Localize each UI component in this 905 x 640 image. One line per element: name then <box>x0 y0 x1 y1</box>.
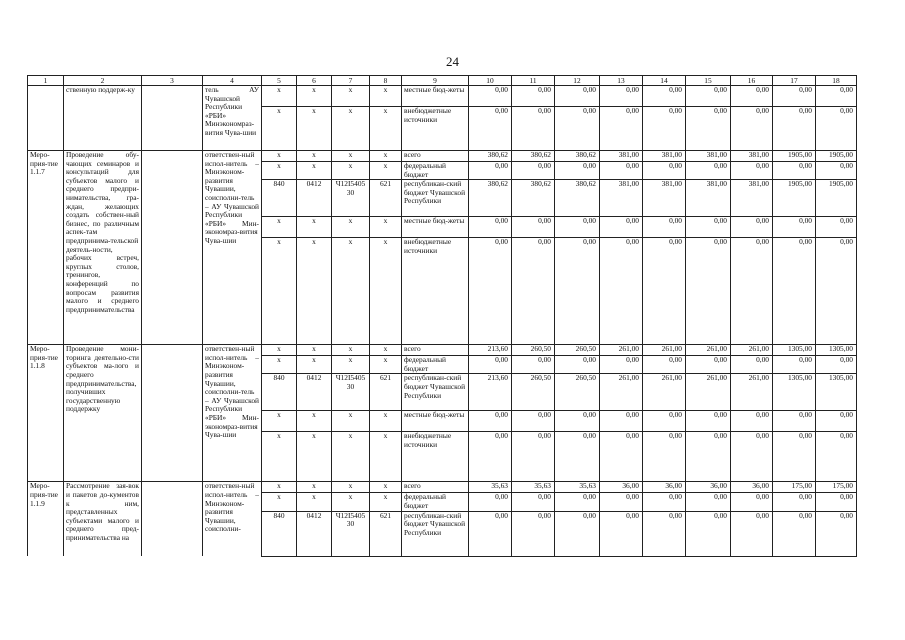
value-cell: 0,00 <box>600 493 643 511</box>
value-cell: 0,00 <box>816 511 857 556</box>
column-number: 4 <box>203 76 262 86</box>
responsible-executor: ответствен-ный испол-нитель – Минэконом-развития Чувашии, соисполни-тель – АУ Чувашской Республики «РБИ» Мин-экономраз-вития Чува-шии <box>203 345 262 482</box>
funding-source: всего <box>402 482 469 493</box>
participant <box>142 86 203 151</box>
funding-source: местные бюд-жеты <box>402 86 469 107</box>
funding-source: местные бюд-жеты <box>402 411 469 432</box>
measure-label <box>28 86 64 151</box>
value-cell: 381,00 <box>686 180 731 217</box>
value-cell: 35,63 <box>512 482 555 493</box>
funding-source: внебюджетные источники <box>402 432 469 482</box>
value-cell: 261,00 <box>686 374 731 411</box>
value-cell: 0,00 <box>600 107 643 151</box>
funding-source: республикан-ский бюджет Чувашской Республики <box>402 511 469 556</box>
code-cell: x <box>297 151 332 162</box>
code-cell: x <box>297 86 332 107</box>
value-cell: 0,00 <box>686 411 731 432</box>
value-cell: 213,60 <box>469 345 512 356</box>
value-cell: 381,00 <box>643 151 686 162</box>
table-row <box>28 86 857 107</box>
value-cell: 380,62 <box>512 180 555 217</box>
value-cell: 175,00 <box>773 482 816 493</box>
funding-source: всего <box>402 151 469 162</box>
code-cell: x <box>297 217 332 238</box>
value-cell: 0,00 <box>643 107 686 151</box>
code-cell: 840 <box>262 374 297 411</box>
value-cell: 0,00 <box>686 511 731 556</box>
code-cell: x <box>262 482 297 493</box>
value-cell: 261,00 <box>731 345 773 356</box>
code-cell: x <box>332 162 370 180</box>
value-cell: 36,00 <box>686 482 731 493</box>
funding-source: всего <box>402 345 469 356</box>
value-cell: 0,00 <box>816 432 857 482</box>
value-cell: 0,00 <box>512 511 555 556</box>
table-row <box>28 151 857 162</box>
value-cell: 0,00 <box>555 86 600 107</box>
code-cell: x <box>332 432 370 482</box>
value-cell: 0,00 <box>816 493 857 511</box>
code-cell: x <box>262 162 297 180</box>
code-cell: Ч12I5405 30 <box>332 374 370 411</box>
code-cell: x <box>297 411 332 432</box>
column-number: 2 <box>64 76 142 86</box>
value-cell: 0,00 <box>731 493 773 511</box>
value-cell: 0,00 <box>469 356 512 374</box>
value-cell: 0,00 <box>469 493 512 511</box>
value-cell: 0,00 <box>731 217 773 238</box>
code-cell: x <box>332 411 370 432</box>
code-cell: Ч12I5405 30 <box>332 511 370 556</box>
code-cell: x <box>370 107 402 151</box>
value-cell: 36,00 <box>600 482 643 493</box>
code-cell: x <box>262 345 297 356</box>
value-cell: 261,00 <box>600 374 643 411</box>
value-cell: 0,00 <box>731 162 773 180</box>
value-cell: 261,00 <box>731 374 773 411</box>
value-cell: 0,00 <box>686 217 731 238</box>
column-number: 7 <box>332 76 370 86</box>
table-row <box>28 482 857 493</box>
code-cell: x <box>370 345 402 356</box>
value-cell: 0,00 <box>469 162 512 180</box>
value-cell: 0,00 <box>600 411 643 432</box>
code-cell: x <box>370 217 402 238</box>
value-cell: 0,00 <box>555 162 600 180</box>
column-number: 8 <box>370 76 402 86</box>
value-cell: 0,00 <box>512 86 555 107</box>
value-cell: 381,00 <box>600 151 643 162</box>
code-cell: x <box>262 217 297 238</box>
code-cell: x <box>297 356 332 374</box>
code-cell: x <box>370 162 402 180</box>
value-cell: 260,50 <box>555 374 600 411</box>
responsible-executor: ответствен-ный испол-нитель – Минэконом-развития Чувашии, соисполни-тель – АУ Чувашской Республики «РБИ» Мин-экономраз-вития Чува-шии <box>203 151 262 345</box>
value-cell: 261,00 <box>686 345 731 356</box>
code-cell: x <box>262 238 297 345</box>
code-cell: x <box>297 482 332 493</box>
column-number: 1 <box>28 76 64 86</box>
funding-source: республикан-ский бюджет Чувашской Республики <box>402 180 469 217</box>
value-cell: 0,00 <box>555 493 600 511</box>
value-cell: 261,00 <box>600 345 643 356</box>
measure-name: Проведение мони-торинга деятельно-сти субъектов ма-лого и среднего предпринимательства, получивших государственную поддержку <box>64 345 142 482</box>
code-cell: x <box>262 151 297 162</box>
value-cell: 0,00 <box>555 511 600 556</box>
code-cell: x <box>370 411 402 432</box>
value-cell: 0,00 <box>773 162 816 180</box>
code-cell: x <box>297 432 332 482</box>
column-number: 6 <box>297 76 332 86</box>
value-cell: 0,00 <box>469 238 512 345</box>
value-cell: 0,00 <box>512 107 555 151</box>
value-cell: 1305,00 <box>816 345 857 356</box>
participant <box>142 151 203 345</box>
value-cell: 0,00 <box>600 217 643 238</box>
value-cell: 0,00 <box>773 107 816 151</box>
code-cell: x <box>262 432 297 482</box>
value-cell: 0,00 <box>512 238 555 345</box>
column-number: 12 <box>555 76 600 86</box>
code-cell: 0412 <box>297 374 332 411</box>
measure-name: ственную поддерж-ку <box>64 86 142 151</box>
value-cell: 0,00 <box>469 107 512 151</box>
value-cell: 175,00 <box>816 482 857 493</box>
value-cell: 0,00 <box>469 217 512 238</box>
value-cell: 0,00 <box>643 356 686 374</box>
value-cell: 1305,00 <box>773 374 816 411</box>
code-cell: x <box>370 493 402 511</box>
column-number: 11 <box>512 76 555 86</box>
value-cell: 0,00 <box>469 411 512 432</box>
value-cell: 0,00 <box>555 107 600 151</box>
value-cell: 0,00 <box>600 356 643 374</box>
column-number: 15 <box>686 76 731 86</box>
measure-name: Рассмотрение зая-вок и пакетов до-кументов к ним, представленных субъектами малого и среднего пред-принимательства на <box>64 482 142 556</box>
code-cell: Ч12I5405 30 <box>332 180 370 217</box>
column-number: 16 <box>731 76 773 86</box>
code-cell: x <box>262 411 297 432</box>
code-cell: x <box>262 356 297 374</box>
code-cell: x <box>370 151 402 162</box>
value-cell: 0,00 <box>773 238 816 345</box>
value-cell: 0,00 <box>816 356 857 374</box>
budget-table <box>27 75 857 557</box>
code-cell: x <box>297 238 332 345</box>
value-cell: 1905,00 <box>773 151 816 162</box>
code-cell: x <box>332 482 370 493</box>
value-cell: 0,00 <box>816 411 857 432</box>
value-cell: 1905,00 <box>816 151 857 162</box>
participant <box>142 345 203 482</box>
value-cell: 260,50 <box>512 345 555 356</box>
value-cell: 0,00 <box>643 432 686 482</box>
value-cell: 0,00 <box>816 86 857 107</box>
value-cell: 0,00 <box>600 238 643 345</box>
value-cell: 380,62 <box>469 151 512 162</box>
code-cell: 621 <box>370 374 402 411</box>
value-cell: 381,00 <box>686 151 731 162</box>
code-cell: x <box>370 482 402 493</box>
value-cell: 1305,00 <box>816 374 857 411</box>
column-number: 9 <box>402 76 469 86</box>
measure-name: Проведение обу-чающих семинаров и консультаций для субъектов малого и среднего предпри-нимательства, гра-ждан, желающих создать собствен-ный бизнес, по различным аспек-там предпринима-тельской деятель-ности, рабочих встреч, круглых столов, тренингов, конференций по вопросам развития малого и среднего предпринимательства <box>64 151 142 345</box>
value-cell: 380,62 <box>469 180 512 217</box>
value-cell: 0,00 <box>816 162 857 180</box>
value-cell: 0,00 <box>643 217 686 238</box>
participant <box>142 482 203 556</box>
value-cell: 381,00 <box>731 180 773 217</box>
code-cell: x <box>370 238 402 345</box>
value-cell: 1905,00 <box>773 180 816 217</box>
value-cell: 0,00 <box>469 432 512 482</box>
code-cell: x <box>370 356 402 374</box>
code-cell: x <box>297 493 332 511</box>
value-cell: 0,00 <box>469 511 512 556</box>
value-cell: 0,00 <box>555 238 600 345</box>
value-cell: 381,00 <box>600 180 643 217</box>
value-cell: 261,00 <box>643 374 686 411</box>
column-number: 17 <box>773 76 816 86</box>
column-number: 18 <box>816 76 857 86</box>
value-cell: 213,60 <box>469 374 512 411</box>
value-cell: 0,00 <box>555 432 600 482</box>
value-cell: 0,00 <box>512 356 555 374</box>
value-cell: 36,00 <box>643 482 686 493</box>
value-cell: 0,00 <box>773 511 816 556</box>
code-cell: x <box>262 86 297 107</box>
responsible-executor: тель АУ Чувашской Республики «РБИ» Минэкономраз-вития Чува-шии <box>203 86 262 151</box>
code-cell: x <box>370 432 402 482</box>
column-number: 5 <box>262 76 297 86</box>
code-cell: x <box>332 493 370 511</box>
funding-source: федеральный бюджет <box>402 162 469 180</box>
value-cell: 36,00 <box>731 482 773 493</box>
measure-label: Меро-прия-тие 1.1.8 <box>28 345 64 482</box>
header-row <box>28 76 857 86</box>
value-cell: 0,00 <box>773 356 816 374</box>
funding-source: республикан-ский бюджет Чувашской Республики <box>402 374 469 411</box>
value-cell: 0,00 <box>731 86 773 107</box>
value-cell: 0,00 <box>512 162 555 180</box>
measure-label: Меро-прия-тие 1.1.9 <box>28 482 64 556</box>
code-cell: 0412 <box>297 511 332 556</box>
value-cell: 0,00 <box>643 162 686 180</box>
funding-source: федеральный бюджет <box>402 493 469 511</box>
code-cell: 0412 <box>297 180 332 217</box>
value-cell: 0,00 <box>600 511 643 556</box>
value-cell: 0,00 <box>686 238 731 345</box>
value-cell: 380,62 <box>555 151 600 162</box>
value-cell: 0,00 <box>773 493 816 511</box>
value-cell: 0,00 <box>731 411 773 432</box>
value-cell: 0,00 <box>816 238 857 345</box>
value-cell: 0,00 <box>600 86 643 107</box>
code-cell: x <box>332 217 370 238</box>
value-cell: 381,00 <box>643 180 686 217</box>
value-cell: 0,00 <box>686 493 731 511</box>
value-cell: 0,00 <box>512 432 555 482</box>
code-cell: x <box>370 86 402 107</box>
value-cell: 0,00 <box>686 162 731 180</box>
funding-source: внебюджетные источники <box>402 238 469 345</box>
value-cell: 0,00 <box>555 356 600 374</box>
page-number: 24 <box>446 54 459 69</box>
value-cell: 0,00 <box>643 411 686 432</box>
value-cell: 0,00 <box>600 432 643 482</box>
value-cell: 35,63 <box>555 482 600 493</box>
value-cell: 0,00 <box>643 86 686 107</box>
funding-source: местные бюд-жеты <box>402 217 469 238</box>
value-cell: 0,00 <box>731 511 773 556</box>
funding-source: внебюджетные источники <box>402 107 469 151</box>
code-cell: 621 <box>370 511 402 556</box>
value-cell: 0,00 <box>512 493 555 511</box>
code-cell: x <box>262 107 297 151</box>
value-cell: 1305,00 <box>773 345 816 356</box>
value-cell: 260,50 <box>512 374 555 411</box>
code-cell: x <box>262 493 297 511</box>
value-cell: 0,00 <box>773 432 816 482</box>
value-cell: 0,00 <box>731 356 773 374</box>
value-cell: 0,00 <box>643 511 686 556</box>
value-cell: 1905,00 <box>816 180 857 217</box>
column-number: 13 <box>600 76 643 86</box>
value-cell: 0,00 <box>731 107 773 151</box>
column-number: 3 <box>142 76 203 86</box>
code-cell: 840 <box>262 180 297 217</box>
code-cell: x <box>332 238 370 345</box>
value-cell: 0,00 <box>773 411 816 432</box>
value-cell: 0,00 <box>816 217 857 238</box>
code-cell: x <box>332 151 370 162</box>
value-cell: 0,00 <box>816 107 857 151</box>
value-cell: 0,00 <box>555 411 600 432</box>
code-cell: 621 <box>370 180 402 217</box>
responsible-executor: ответствен-ный испол-нитель – Минэконом-развития Чувашии, соисполни- <box>203 482 262 556</box>
code-cell: x <box>332 86 370 107</box>
code-cell: x <box>297 107 332 151</box>
value-cell: 0,00 <box>686 107 731 151</box>
code-cell: x <box>332 107 370 151</box>
value-cell: 380,62 <box>555 180 600 217</box>
value-cell: 381,00 <box>731 151 773 162</box>
value-cell: 0,00 <box>773 217 816 238</box>
code-cell: x <box>332 345 370 356</box>
code-cell: x <box>332 356 370 374</box>
value-cell: 0,00 <box>600 162 643 180</box>
value-cell: 0,00 <box>643 493 686 511</box>
value-cell: 0,00 <box>773 86 816 107</box>
value-cell: 0,00 <box>469 86 512 107</box>
code-cell: 840 <box>262 511 297 556</box>
value-cell: 0,00 <box>686 86 731 107</box>
code-cell: x <box>297 162 332 180</box>
value-cell: 0,00 <box>686 432 731 482</box>
value-cell: 0,00 <box>555 217 600 238</box>
measure-label: Меро-прия-тие 1.1.7 <box>28 151 64 345</box>
funding-source: федеральный бюджет <box>402 356 469 374</box>
value-cell: 35,63 <box>469 482 512 493</box>
table-row <box>28 345 857 356</box>
column-number: 14 <box>643 76 686 86</box>
value-cell: 0,00 <box>512 217 555 238</box>
value-cell: 0,00 <box>643 238 686 345</box>
value-cell: 0,00 <box>731 238 773 345</box>
code-cell: x <box>297 345 332 356</box>
value-cell: 260,50 <box>555 345 600 356</box>
value-cell: 0,00 <box>731 432 773 482</box>
value-cell: 0,00 <box>512 411 555 432</box>
column-number: 10 <box>469 76 512 86</box>
value-cell: 0,00 <box>686 356 731 374</box>
value-cell: 380,62 <box>512 151 555 162</box>
value-cell: 261,00 <box>643 345 686 356</box>
